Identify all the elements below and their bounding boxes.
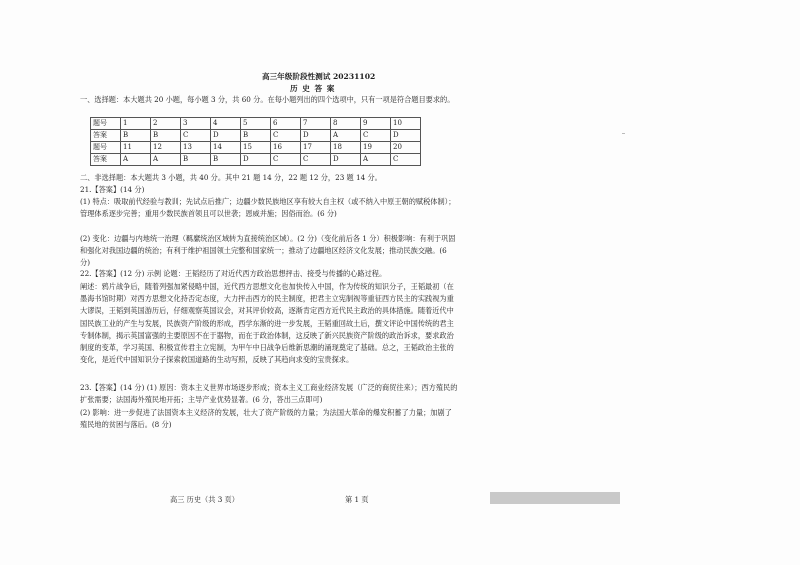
q22-body: 阐述：鸦片战争后，随着列强加紧侵略中国，近代西方思想文化也加快传入中国，作为传统的知识分子，王韬最初（在墨海书馆时期）对西方思想文化持否定态度，大力抨击西方的民主制度，把君主立宪制视等重征西方民主的实践视为重大谬误，王韬到英国游历后，仔细观察英国议会，对其评价较高，逐渐肯定西方近代民主政治的具体措施。随着近代中国民族工业的产生与发展，民族资产阶级的形成，西学东渐的进一步发展，王韬重回故土后，撰文评论中国传统的君主专制体制，揭示英国富强的主要原因不在于器物，而在于政治体制，这反映了新兴民族资产阶级的政治诉求，要求政治制度的变革，学习英国、积极宣传君主立宪制，为甲午中日战争后维新思潮的涌现奠定了基础。总之，王韬政治主张的变化，是近代中国知识分子探索救国道路的生动写照，反映了其趋向求变的宝贵探求。 <box>80 282 454 365</box>
table-cell: B <box>211 154 241 166</box>
table-cell: 19 <box>361 142 391 154</box>
table-cell: 题号 <box>91 142 121 154</box>
table-row <box>91 154 421 166</box>
table-cell: A <box>331 130 361 142</box>
table-cell: 题号 <box>91 118 121 130</box>
q21-heading: 21.【答案】(14 分) <box>80 185 145 194</box>
table-cell: 14 <box>211 142 241 154</box>
table-cell: D <box>301 130 331 142</box>
table-cell: 11 <box>121 142 151 154</box>
table-cell: D <box>241 154 271 166</box>
scan-speck <box>622 133 625 134</box>
q21-part2: (2) 变化：边疆与内地统一治理（羁縻统治区域转为直接统治区域）。(2 分)（变化前后各 1 分）积极影响：有利于巩固和强化对我国边疆的统治；有利于维护祖国领土完整和国家统一；推动了边疆地区经济文化发展；推动民族交融。(6 分) <box>80 234 456 268</box>
table-cell: D <box>391 130 421 142</box>
table-cell: 2 <box>151 118 181 130</box>
table-cell: 9 <box>361 118 391 130</box>
q21-part1: (1) 特点：吸取前代经验与教训；先试点后推广；边疆少数民族地区享有较大自主权（或不纳入中原王朝的赋税体制）；管理体系逐步完善；重用少数民族首领且可以世袭；恩威并施；因俗而治。(6 分) <box>80 197 456 219</box>
table-cell: 4 <box>211 118 241 130</box>
q22-heading: 22.【答案】(12 分) 示例 论题：王韬经历了对近代西方政治思想抨击、接受与传播的心路过程。 <box>80 269 387 278</box>
answer-table <box>90 117 421 166</box>
table-cell: 15 <box>241 142 271 154</box>
table-row <box>91 142 421 154</box>
footer-page-count: 高三 历史（共 3 页） <box>170 495 239 504</box>
table-cell: C <box>301 154 331 166</box>
section1-intro: 一、选择题：本大题共 20 小题，每小题 3 分，共 60 分。在每小题列出的四个选项中，只有一项是符合题目要求的。 <box>80 95 455 104</box>
table-cell: B <box>151 130 181 142</box>
table-cell: C <box>181 130 211 142</box>
table-cell: 6 <box>271 118 301 130</box>
table-cell: 18 <box>331 142 361 154</box>
table-cell: B <box>181 154 211 166</box>
grey-bar <box>490 492 620 504</box>
table-cell: 16 <box>271 142 301 154</box>
table-cell: B <box>121 130 151 142</box>
table-cell: A <box>361 154 391 166</box>
table-cell: C <box>391 154 421 166</box>
table-row <box>91 130 421 142</box>
table-cell: 答案 <box>91 154 121 166</box>
table-cell: C <box>271 130 301 142</box>
table-cell: 12 <box>151 142 181 154</box>
table-cell: 17 <box>301 142 331 154</box>
table-cell: B <box>241 130 271 142</box>
table-cell: 20 <box>391 142 421 154</box>
table-cell: 10 <box>391 118 421 130</box>
table-row <box>91 118 421 130</box>
table-cell: A <box>151 154 181 166</box>
q23-part2: (2) 影响：进一步促进了法国资本主义经济的发展，壮大了资产阶级的力量；为法国大革命的爆发积蓄了力量；加剧了殖民地的贫困与落后。(8 分) <box>80 408 452 430</box>
table-cell: C <box>361 130 391 142</box>
page-subtitle: 历 史 答 案 <box>290 84 336 93</box>
table-cell: 1 <box>121 118 151 130</box>
footer-page-number: 第 1 页 <box>345 495 369 504</box>
table-cell: 5 <box>241 118 271 130</box>
table-cell: 7 <box>301 118 331 130</box>
table-cell: 3 <box>181 118 211 130</box>
page-title: 高三年级阶段性测试 20231102 <box>262 72 376 81</box>
section2-intro: 二、非选择题：本大题共 3 小题，共 40 分。其中 21 题 14 分，22 题 12 分，23 题 14 分。 <box>80 173 382 182</box>
table-cell: 13 <box>181 142 211 154</box>
table-cell: 答案 <box>91 130 121 142</box>
table-cell: D <box>331 154 361 166</box>
table-cell: C <box>271 154 301 166</box>
table-cell: A <box>121 154 151 166</box>
table-cell: D <box>211 130 241 142</box>
table-cell: 8 <box>331 118 361 130</box>
q23-heading: 23.【答案】(14 分) (1) 原因：资本主义世界市场逐步形成；资本主义工商业经济发展（广泛的商贸往来）；西方殖民的扩张需要；法国海外殖民地开拓；主导产业优势显著。(6 分，答出三点即可) <box>80 383 458 405</box>
